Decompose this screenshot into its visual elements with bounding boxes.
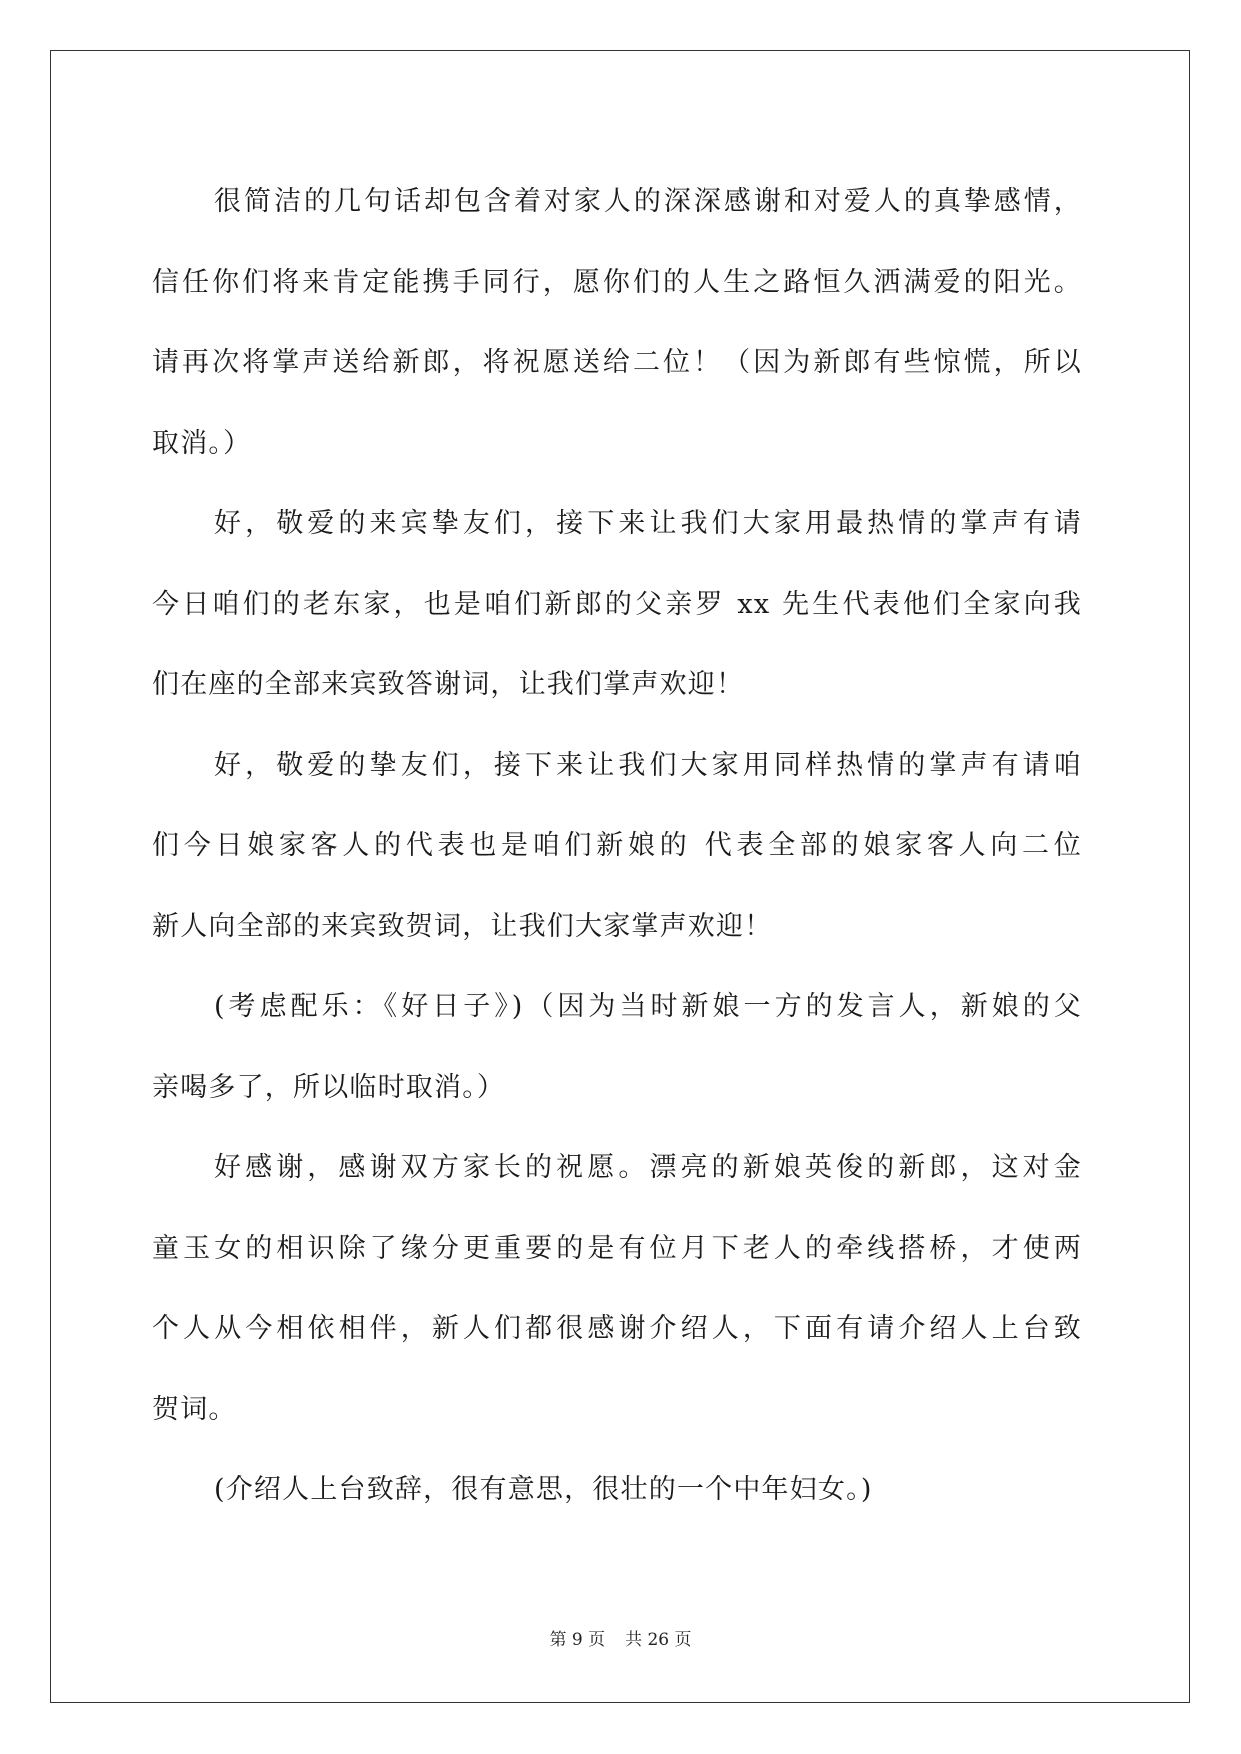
text-line: 取消。） <box>152 427 252 459</box>
text-line: 好，敬爱的挚友们，接下来让我们大家用同样热情的掌声有请咱 <box>214 749 1082 781</box>
paragraph-4 <box>152 967 1082 1128</box>
text-line: 贺词。 <box>152 1393 237 1425</box>
text-line: 们今日娘家客人的代表也是咱们新娘的 代表全部的娘家客人向二位 <box>152 830 1082 861</box>
text-line: 好感谢，感谢双方家长的祝愿。漂亮的新娘英俊的新郎，这对金 <box>214 1152 1082 1183</box>
document-body <box>152 162 1082 1531</box>
text-line: 童玉女的相识除了缘分更重要的是有位月下老人的牵线搭桥，才使两 <box>152 1232 1082 1264</box>
text-line: (介绍人上台致辞，很有意思，很壮的一个中年妇女。) <box>214 1474 873 1505</box>
page-footer <box>0 1625 1241 1650</box>
paragraph-3 <box>152 726 1082 968</box>
page-total: 共 26 页 <box>625 1630 692 1650</box>
text-line: 信任你们将来肯定能携手同行，愿你们的人生之路恒久洒满爱的阳光。 <box>152 266 1082 298</box>
text-line: 请再次将掌声送给新郎，将祝愿送给二位！（因为新郎有些惊慌，所以 <box>152 347 1082 378</box>
text-line: (考虑配乐：《好日子》)（因为当时新娘一方的发言人，新娘的父 <box>214 991 1082 1022</box>
paragraph-5 <box>152 1128 1082 1450</box>
text-line: 好，敬爱的来宾挚友们，接下来让我们大家用最热情的掌声有请 <box>214 508 1082 539</box>
paragraph-1 <box>152 162 1082 484</box>
text-line: 新人向全部的来宾致贺词，让我们大家掌声欢迎！ <box>152 910 773 942</box>
text-line: 亲喝多了，所以临时取消。） <box>152 1071 506 1103</box>
paragraph-2 <box>152 484 1082 726</box>
text-line: 个人从今相依相伴，新人们都很感谢介绍人，下面有请介绍人上台致 <box>152 1313 1082 1344</box>
page-number: 第 9 页 <box>549 1630 606 1650</box>
text-line: 很简洁的几句话却包含着对家人的深深感谢和对爱人的真挚感情， <box>214 186 1082 217</box>
paragraph-6 <box>152 1450 1082 1531</box>
text-line: 今日咱们的老东家，也是咱们新郎的父亲罗 xx 先生代表他们全家向我 <box>152 588 1082 620</box>
text-line: 们在座的全部来宾致答谢词，让我们掌声欢迎！ <box>152 669 745 700</box>
